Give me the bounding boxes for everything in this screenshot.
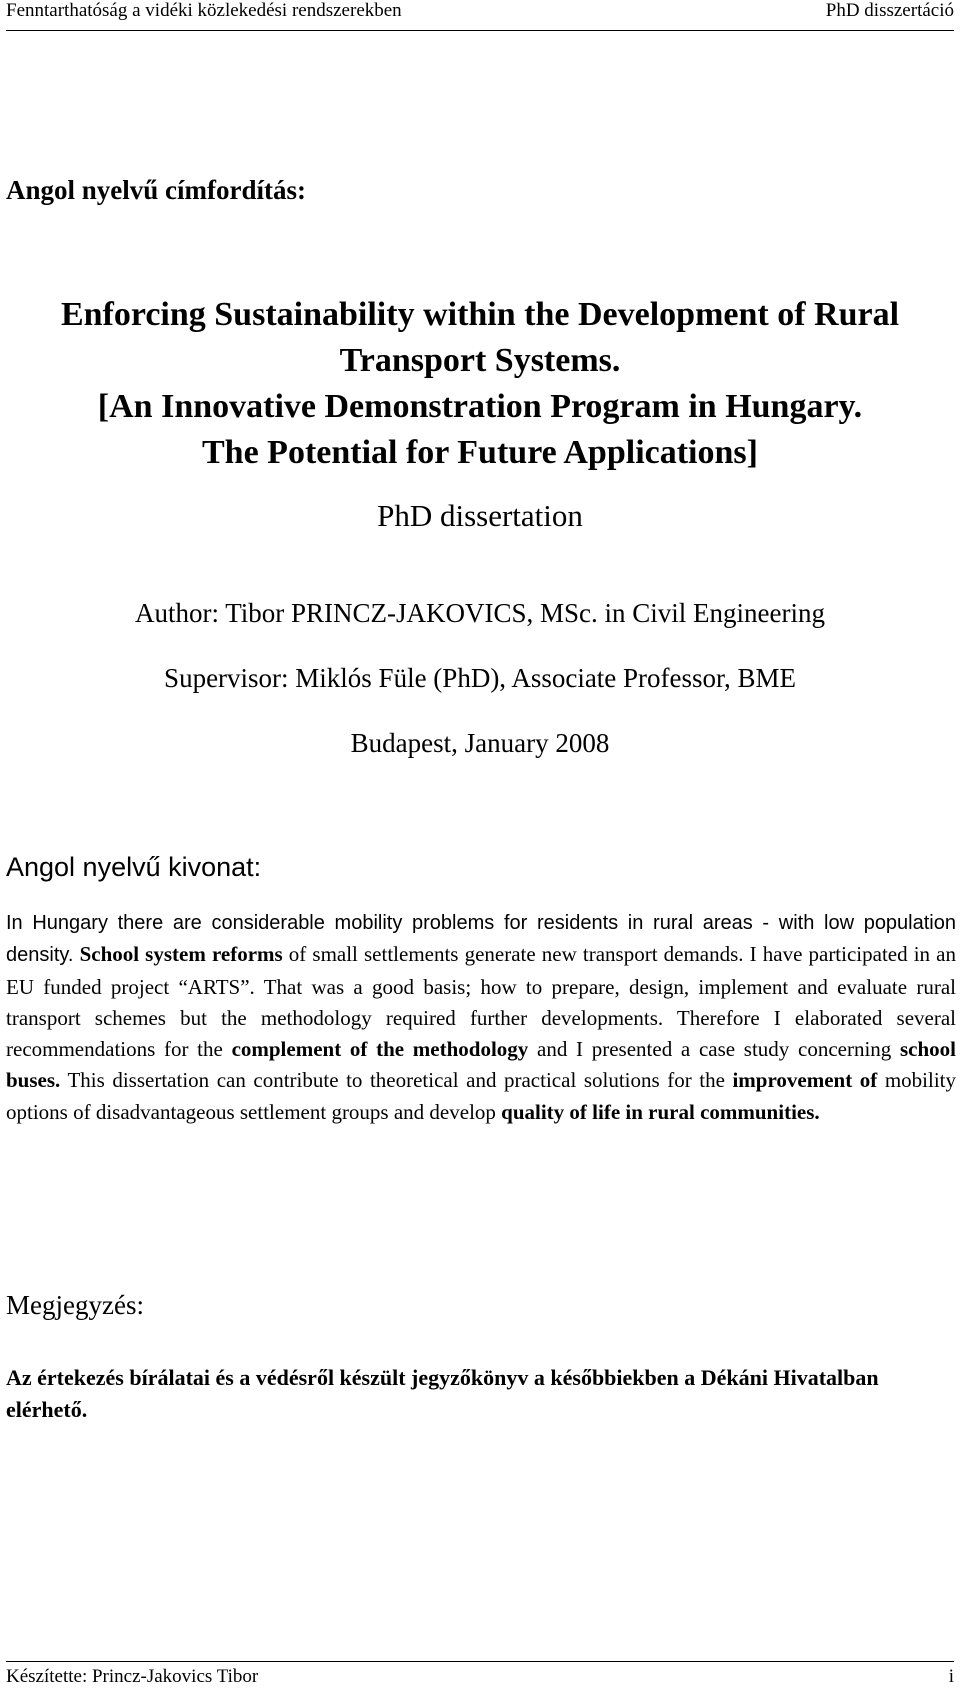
abstract-emphasis: School system reforms <box>79 942 283 967</box>
page-header <box>6 0 954 31</box>
title-line: Transport Systems. <box>339 342 621 379</box>
title-translation-label: Angol nyelvű címfordítás: <box>6 175 306 205</box>
doc-type: PhD dissertation <box>377 498 583 533</box>
abstract-emphasis: school buses. <box>6 1037 957 1093</box>
abstract-sentence: mobility options of disadvantageous settlement groups and develop <box>6 1068 957 1124</box>
dissertation-title <box>0 292 960 476</box>
header-title: Fenntarthatóság a vidéki közlekedési rendszerekben <box>6 0 402 21</box>
abstract-emphasis: quality of life in rural communities. <box>501 1099 820 1124</box>
abstract-label: Angol nyelvű kivonat: <box>6 852 262 882</box>
abstract-sentence: of small settlements generate new transport demands. I have participated in an EU funded project “ARTS”. That was a good basis; how to prepare, design, implement and evaluate rural transport schemes but the methodology required further developments. Therefore I elaborated several recommendations for the <box>6 942 956 1062</box>
abstract-sentence: and I presented a case study concerning <box>528 1037 900 1062</box>
page-footer <box>6 1661 954 1696</box>
header-doc-type: PhD disszertáció <box>825 0 954 21</box>
title-line: Enforcing Sustainability within the Development of Rural <box>60 296 900 333</box>
abstract-sentence: This dissertation can contribute to theoretical and practical solutions for the <box>60 1068 733 1093</box>
supervisor-line: Supervisor: Miklós Füle (PhD), Associate Professor, BME <box>164 663 796 693</box>
note-label: Megjegyzés: <box>6 1290 144 1320</box>
author-line: Author: Tibor PRINCZ-JAKOVICS, MSc. in Civil Engineering <box>134 598 826 628</box>
abstract-sentence: In Hungary there are considerable mobility problems for residents in rural areas - with low population density. <box>6 912 956 967</box>
abstract-emphasis: complement of the methodology <box>231 1037 529 1062</box>
abstract-text <box>6 907 956 1128</box>
title-line: The Potential for Future Applications] <box>202 434 758 471</box>
abstract-emphasis: improvement of <box>732 1068 878 1093</box>
page-number: i <box>948 1666 954 1687</box>
title-line: [An Innovative Demonstration Program in Hungary. <box>97 388 863 425</box>
place-date: Budapest, January 2008 <box>350 728 610 758</box>
note-text: Az értekezés bírálatai és a védésről készült jegyzőkönyv a későbbiekben a Dékáni Hivatalban elérhető. <box>6 1365 879 1422</box>
footer-author: Készítette: Princz-Jakovics Tibor <box>6 1666 259 1687</box>
